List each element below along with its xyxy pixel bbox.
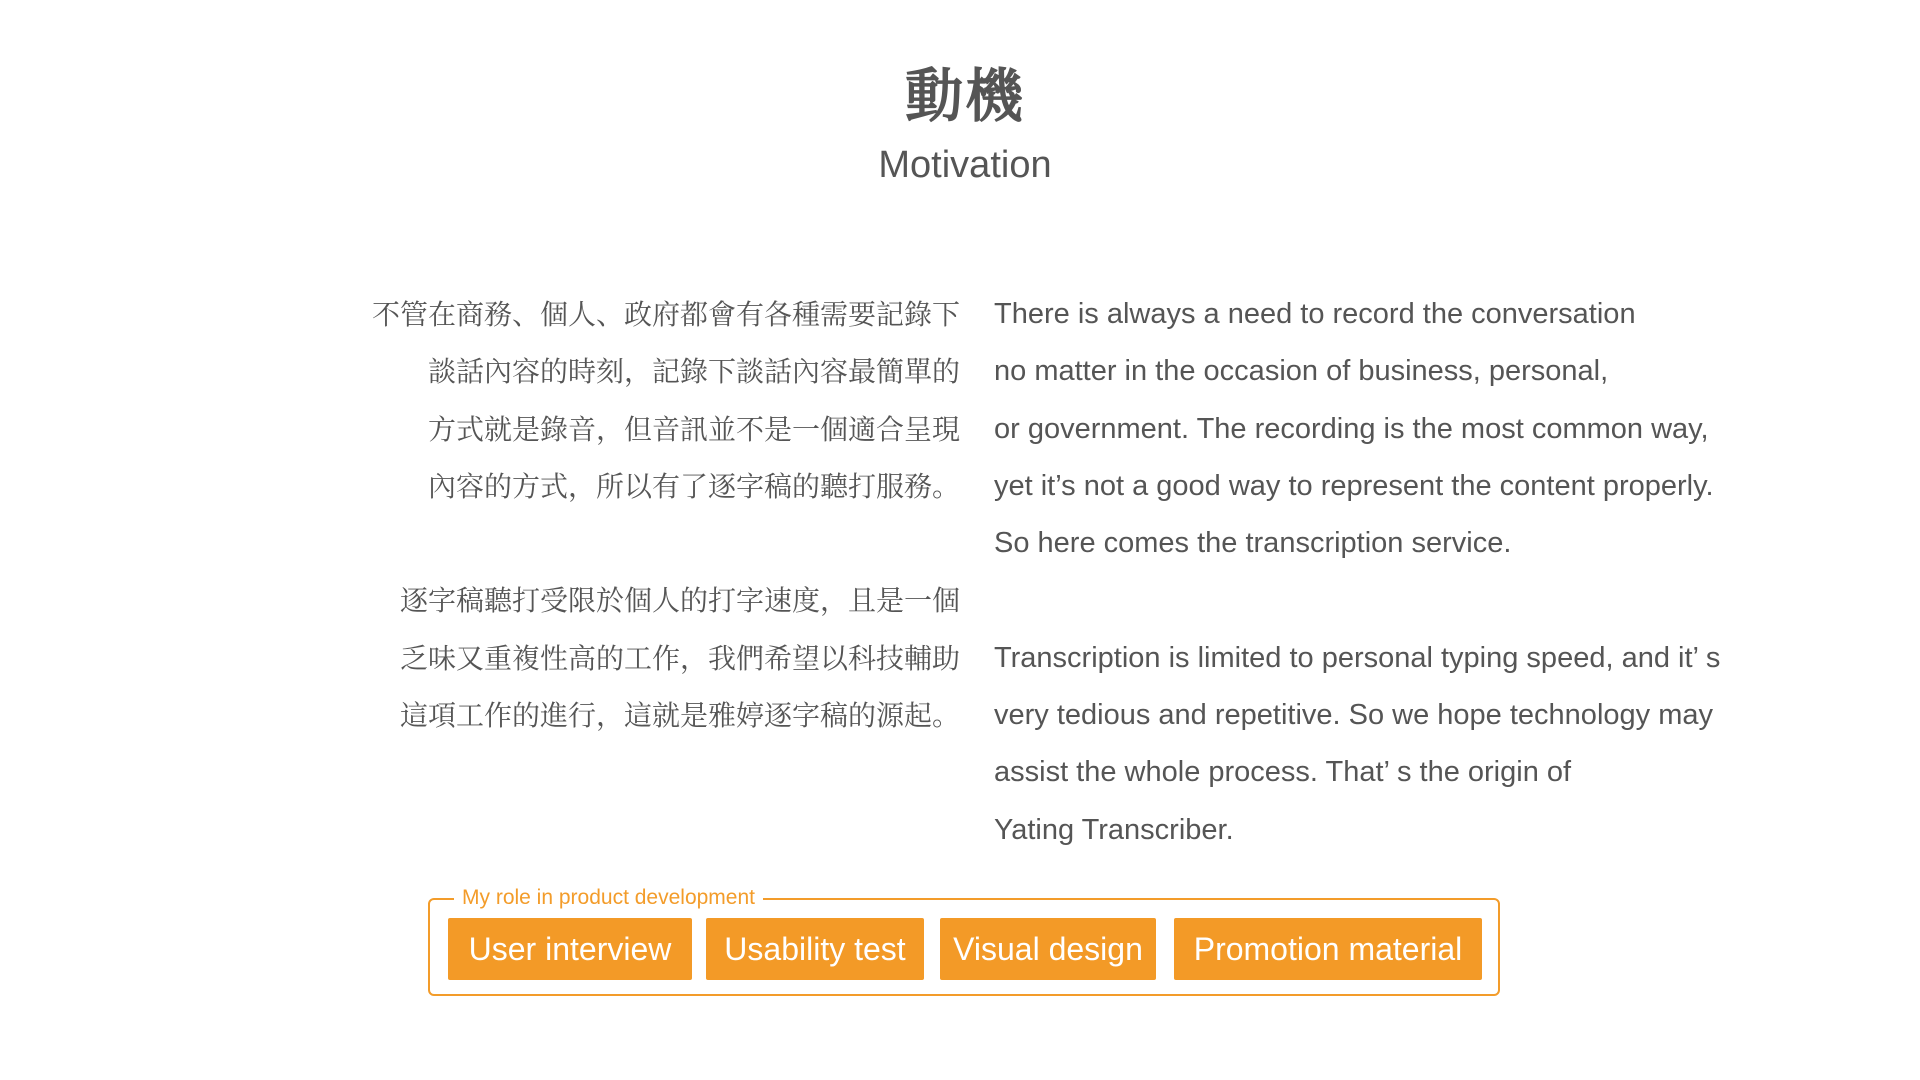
en-paragraph2-line: very tedious and repetitive. So we hope technology may [994, 699, 1713, 732]
tag-user-interview[interactable]: User interview [448, 918, 692, 980]
en-paragraph1-line: There is always a need to record the conversation [994, 298, 1636, 330]
tag-visual-design[interactable]: Visual design [940, 918, 1156, 980]
en-paragraph1-line: yet it’s not a good way to represent the content properly. [994, 469, 1714, 502]
role-box [428, 886, 1500, 996]
zh-paragraph1-line: 內容的方式，所以有了逐字稿的聽打服務。 [427, 469, 960, 503]
en-paragraph1-line: So here comes the transcription service. [994, 527, 1512, 560]
tag-usability-test[interactable]: Usability test [706, 918, 924, 980]
en-paragraph2-line: Yating Transcriber. [994, 813, 1234, 846]
en-paragraph1-line: or government. The recording is the most common way, [994, 412, 1709, 445]
chinese-text-column [320, 286, 960, 744]
en-paragraph2-line: assist the whole process. That’ s the origin of [994, 756, 1572, 789]
zh-paragraph2-line: 逐字稿聽打受限於個人的打字速度，且是一個 [399, 584, 960, 618]
zh-paragraph1-line: 談話內容的時刻，記錄下談話內容最簡單的 [427, 355, 960, 389]
en-paragraph2-line: Transcription is limited to personal typing speed, and it’ s [994, 641, 1721, 674]
zh-paragraph1-line: 方式就是錄音，但音訊並不是一個適合呈現 [427, 412, 960, 446]
role-legend: My role in product development [454, 885, 763, 911]
zh-paragraph2-line: 這項工作的進行，這就是雅婷逐字稿的源起。 [399, 699, 960, 733]
paragraph-spacer [994, 572, 1874, 629]
zh-paragraph2-line: 乏味又重複性高的工作，我們希望以科技輔助 [399, 641, 960, 675]
page-title-en: Motivation [878, 144, 1052, 186]
paragraph-spacer [320, 515, 960, 572]
zh-paragraph1-line: 不管在商務、個人、政府都會有各種需要記錄下 [371, 298, 960, 331]
en-paragraph1-line: no matter in the occasion of business, personal, [994, 355, 1609, 388]
english-text-column [994, 286, 1874, 859]
tag-promotion-material[interactable]: Promotion material [1174, 918, 1482, 980]
page-title-zh: 動機 [904, 62, 1025, 130]
